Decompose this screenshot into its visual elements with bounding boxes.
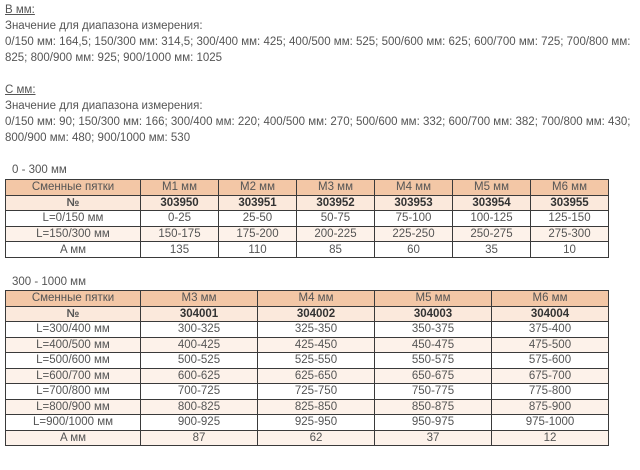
table-cell: M4 мм	[375, 180, 453, 196]
table-cell: 200-225	[297, 226, 375, 242]
table-cell: 375-400	[492, 322, 609, 338]
row-label-cell: Сменные пятки	[6, 180, 141, 196]
table-cell: 925-950	[258, 415, 375, 431]
row-label-cell: №	[6, 195, 141, 211]
row-label-cell: L=150/300 мм	[6, 226, 141, 242]
table-row	[6, 337, 609, 353]
table-row	[6, 353, 609, 369]
table-cell: 62	[258, 430, 375, 446]
table2-body	[6, 291, 609, 446]
c-dimension-section	[5, 82, 630, 146]
table-cell: 700-725	[141, 384, 258, 400]
anvil-table-300-1000	[5, 290, 609, 446]
table-cell: 85	[297, 242, 375, 258]
table-cell: 850-875	[375, 399, 492, 415]
table-cell: 304002	[258, 306, 375, 322]
table-cell: 625-650	[258, 368, 375, 384]
table-cell: 650-675	[375, 368, 492, 384]
table-cell: 225-250	[375, 226, 453, 242]
table-cell: 87	[141, 430, 258, 446]
table-cell: 775-800	[492, 384, 609, 400]
table-row	[6, 291, 609, 307]
c-section-subtitle: Значение для диапазона измерения:	[5, 100, 203, 112]
table-cell: 100-125	[453, 211, 531, 227]
table-cell: 550-575	[375, 353, 492, 369]
table-cell: 12	[492, 430, 609, 446]
table-cell: 750-775	[375, 384, 492, 400]
table-cell: 0-25	[141, 211, 219, 227]
table-cell: 175-200	[219, 226, 297, 242]
table-cell: 304003	[375, 306, 492, 322]
table-row	[6, 195, 609, 211]
table-cell: 425-450	[258, 337, 375, 353]
anvil-table-0-300	[5, 179, 609, 258]
table-row	[6, 384, 609, 400]
table-row	[6, 180, 609, 196]
table-cell: 725-750	[258, 384, 375, 400]
b-dimension-section	[5, 2, 630, 66]
c-section-values-line1: 0/150 мм: 90; 150/300 мм: 166; 300/400 мм: 220; 400/500 мм: 270; 500/600 мм: 332; 600/700 мм: 382; 700/800 мм: 430;	[5, 116, 631, 128]
table-cell: M5 мм	[375, 291, 492, 307]
row-label-cell: L=700/800 мм	[6, 384, 141, 400]
table-cell: 350-375	[375, 322, 492, 338]
table-cell: 675-700	[492, 368, 609, 384]
table-cell: 600-625	[141, 368, 258, 384]
table-cell: 303954	[453, 195, 531, 211]
table1-body	[6, 180, 609, 258]
b-section-values-line2: 825; 800/900 мм: 925; 900/1000 мм: 1025	[5, 52, 223, 64]
row-label-cell: L=300/400 мм	[6, 322, 141, 338]
row-label-cell: L=500/600 мм	[6, 353, 141, 369]
table-row	[6, 242, 609, 258]
table-cell: 303952	[297, 195, 375, 211]
table-cell: 125-150	[531, 211, 609, 227]
table-row	[6, 211, 609, 227]
c-section-title: С мм:	[5, 84, 36, 96]
table-row	[6, 399, 609, 415]
row-label-cell: L=400/500 мм	[6, 337, 141, 353]
table-cell: M5 мм	[453, 180, 531, 196]
table-row	[6, 226, 609, 242]
table-cell: 300-325	[141, 322, 258, 338]
table-cell: 110	[219, 242, 297, 258]
row-label-cell: A мм	[6, 242, 141, 258]
b-section-title: В мм:	[5, 4, 35, 16]
table-cell: M4 мм	[258, 291, 375, 307]
table-cell: 35	[453, 242, 531, 258]
table-cell: 825-850	[258, 399, 375, 415]
table-row	[6, 415, 609, 431]
table-cell: 135	[141, 242, 219, 258]
table-cell: 60	[375, 242, 453, 258]
table-cell: 950-975	[375, 415, 492, 431]
row-label-cell: Сменные пятки	[6, 291, 141, 307]
table-cell: 900-925	[141, 415, 258, 431]
table-cell: 10	[531, 242, 609, 258]
table-cell: 325-350	[258, 322, 375, 338]
table-cell: 475-500	[492, 337, 609, 353]
table-cell: 150-175	[141, 226, 219, 242]
table-cell: 303951	[219, 195, 297, 211]
b-section-subtitle: Значение для диапазона измерения:	[5, 20, 203, 32]
table-cell: M3 мм	[141, 291, 258, 307]
table-cell: 303950	[141, 195, 219, 211]
table-cell: 304004	[492, 306, 609, 322]
table-cell: 575-600	[492, 353, 609, 369]
table2-caption: 300 - 1000 мм	[12, 276, 86, 288]
table-cell: 75-100	[375, 211, 453, 227]
table-cell: 525-550	[258, 353, 375, 369]
table-cell: M6 мм	[492, 291, 609, 307]
table-cell: 875-900	[492, 399, 609, 415]
table-cell: 50-75	[297, 211, 375, 227]
row-label-cell: №	[6, 306, 141, 322]
table-cell: 37	[375, 430, 492, 446]
table-cell: 975-1000	[492, 415, 609, 431]
table-row	[6, 322, 609, 338]
table-cell: 275-300	[531, 226, 609, 242]
table-cell: 303953	[375, 195, 453, 211]
row-label-cell: L=0/150 мм	[6, 211, 141, 227]
table-cell: 304001	[141, 306, 258, 322]
table-row	[6, 368, 609, 384]
row-label-cell: L=800/900 мм	[6, 399, 141, 415]
row-label-cell: L=900/1000 мм	[6, 415, 141, 431]
table-row	[6, 306, 609, 322]
table-cell: 303955	[531, 195, 609, 211]
c-section-values-line2: 800/900 мм: 480; 900/1000 мм: 530	[5, 132, 191, 144]
b-section-values-line1: 0/150 мм: 164,5; 150/300 мм: 314,5; 300/400 мм: 425; 400/500 мм: 525; 500/600 мм: 625; 600/700 мм: 725; 700/800 мм:	[5, 36, 631, 48]
table-cell: 800-825	[141, 399, 258, 415]
table-cell: M6 мм	[531, 180, 609, 196]
table-cell: 450-475	[375, 337, 492, 353]
row-label-cell: A мм	[6, 430, 141, 446]
table1-caption: 0 - 300 мм	[12, 164, 67, 176]
table-cell: 500-525	[141, 353, 258, 369]
row-label-cell: L=600/700 мм	[6, 368, 141, 384]
table-cell: 25-50	[219, 211, 297, 227]
table-cell: M1 мм	[141, 180, 219, 196]
table-row	[6, 430, 609, 446]
table-cell: M2 мм	[219, 180, 297, 196]
table-cell: M3 мм	[297, 180, 375, 196]
table-cell: 250-275	[453, 226, 531, 242]
table-cell: 400-425	[141, 337, 258, 353]
